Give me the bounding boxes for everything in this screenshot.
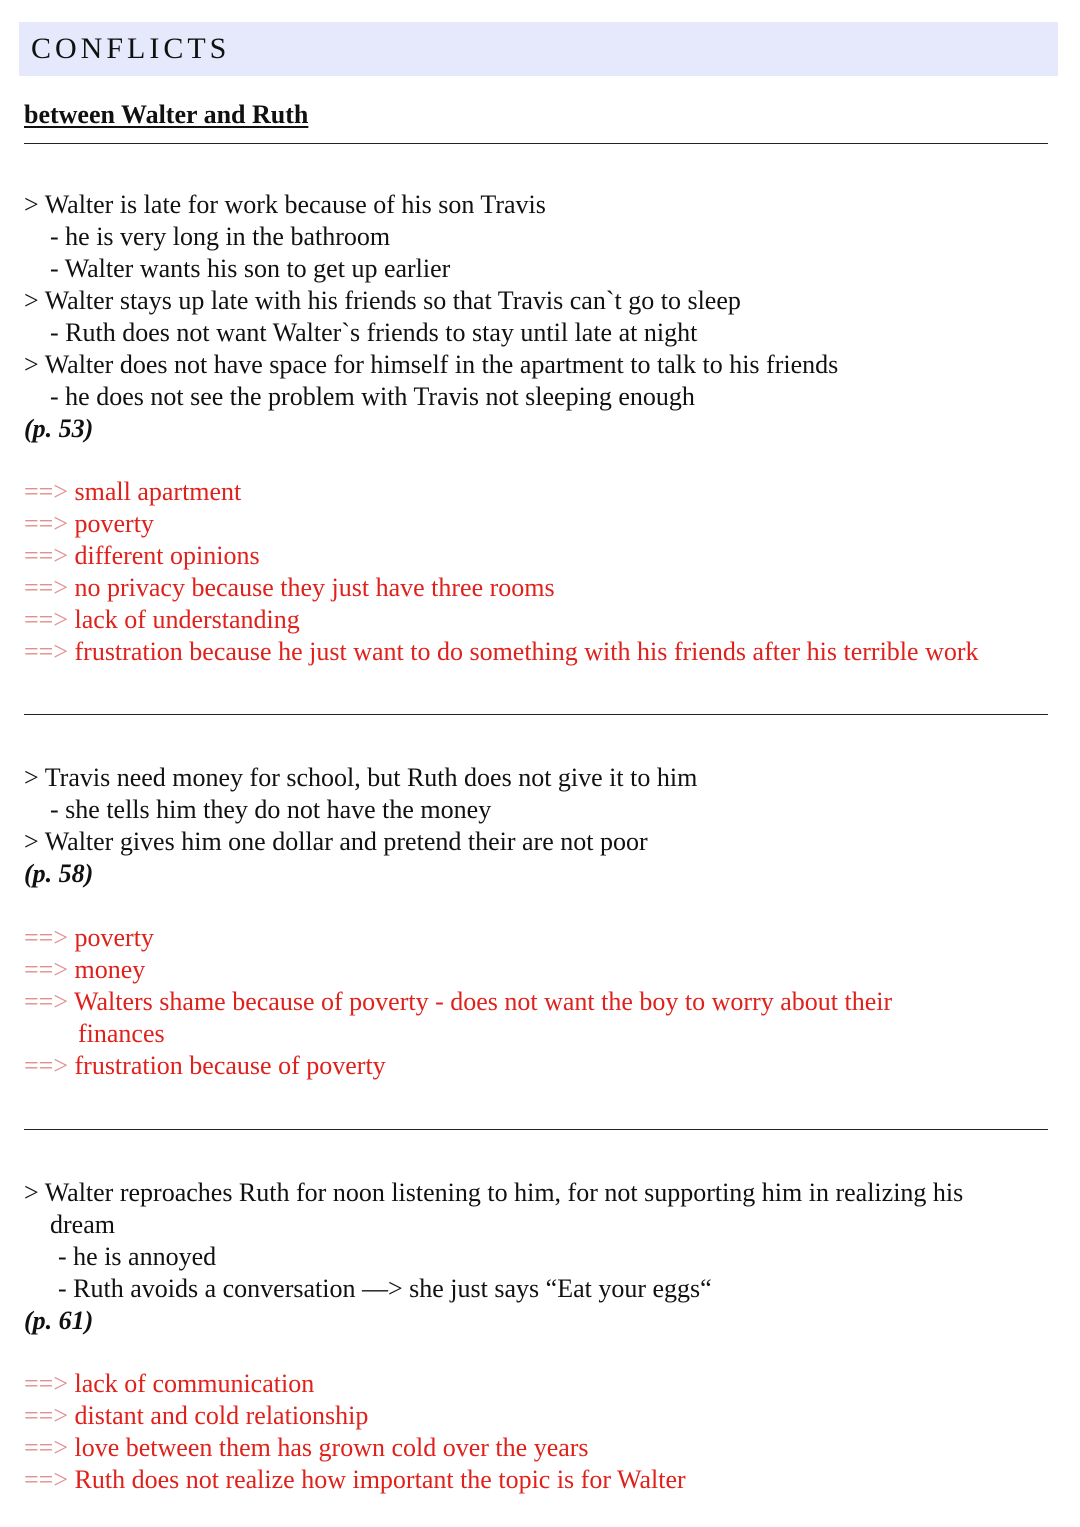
conclusion-item: ==> Walters shame because of poverty - does not want the boy to worry about their bbox=[24, 987, 893, 1016]
arrow-icon: ==> bbox=[24, 573, 68, 602]
sub-point: - he does not see the problem with Travis not sleeping enough bbox=[50, 382, 695, 411]
conclusion-item: ==> no privacy because they just have three rooms bbox=[24, 573, 555, 602]
conclusion-item: ==> distant and cold relationship bbox=[24, 1401, 369, 1430]
conclusion-item: ==> Ruth does not realize how important the topic is for Walter bbox=[24, 1465, 686, 1494]
point: > Walter does not have space for himself in the apartment to talk to his friends bbox=[24, 350, 839, 379]
sub-point: - she tells him they do not have the money bbox=[50, 795, 492, 824]
arrow-icon: ==> bbox=[24, 955, 68, 984]
point: > Walter stays up late with his friends so that Travis can`t go to sleep bbox=[24, 286, 741, 315]
page-reference: (p. 53) bbox=[24, 414, 94, 443]
point-continuation: dream bbox=[50, 1210, 115, 1239]
arrow-icon: ==> bbox=[24, 1465, 68, 1494]
arrow-icon: ==> bbox=[24, 987, 68, 1016]
conclusion-item: ==> different opinions bbox=[24, 541, 260, 570]
divider bbox=[24, 1129, 1048, 1130]
arrow-icon: ==> bbox=[24, 1051, 68, 1080]
arrow-icon: ==> bbox=[24, 477, 68, 506]
sub-point: - Ruth avoids a conversation —> she just says “Eat your eggs“ bbox=[58, 1274, 712, 1303]
conclusion-item: ==> frustration because he just want to do something with his friends after his terrible work bbox=[24, 637, 979, 666]
page-reference: (p. 58) bbox=[24, 859, 94, 888]
page-title: CONFLICTS bbox=[31, 32, 231, 65]
arrow-icon: ==> bbox=[24, 509, 68, 538]
conclusion-continuation: finances bbox=[78, 1019, 165, 1048]
conclusion-item: ==> lack of communication bbox=[24, 1369, 315, 1398]
conclusion-item: ==> love between them has grown cold over the years bbox=[24, 1433, 589, 1462]
point: > Travis need money for school, but Ruth does not give it to him bbox=[24, 763, 698, 792]
conclusion-item: ==> lack of understanding bbox=[24, 605, 300, 634]
point: > Walter is late for work because of his son Travis bbox=[24, 190, 546, 219]
sub-point: - he is annoyed bbox=[58, 1242, 217, 1271]
sub-point: - Walter wants his son to get up earlier bbox=[50, 254, 451, 283]
conclusion-item: ==> money bbox=[24, 955, 146, 984]
arrow-icon: ==> bbox=[24, 923, 68, 952]
page-reference: (p. 61) bbox=[24, 1306, 94, 1335]
arrow-icon: ==> bbox=[24, 605, 68, 634]
point: > Walter gives him one dollar and pretend their are not poor bbox=[24, 827, 648, 856]
conclusion-item: ==> poverty bbox=[24, 923, 154, 952]
point: > Walter reproaches Ruth for noon listening to him, for not supporting him in realizing his bbox=[24, 1178, 964, 1207]
arrow-icon: ==> bbox=[24, 541, 68, 570]
conclusion-item: ==> poverty bbox=[24, 509, 154, 538]
arrow-icon: ==> bbox=[24, 1401, 68, 1430]
arrow-icon: ==> bbox=[24, 1369, 68, 1398]
sub-point: - Ruth does not want Walter`s friends to stay until late at night bbox=[50, 318, 698, 347]
arrow-icon: ==> bbox=[24, 1433, 68, 1462]
conclusion-item: ==> small apartment bbox=[24, 477, 242, 506]
divider bbox=[24, 714, 1048, 715]
arrow-icon: ==> bbox=[24, 637, 68, 666]
conclusion-item: ==> frustration because of poverty bbox=[24, 1051, 386, 1080]
divider bbox=[24, 143, 1048, 144]
sub-point: - he is very long in the bathroom bbox=[50, 222, 391, 251]
title-banner bbox=[19, 22, 1058, 76]
section-heading: between Walter and Ruth bbox=[24, 100, 309, 129]
